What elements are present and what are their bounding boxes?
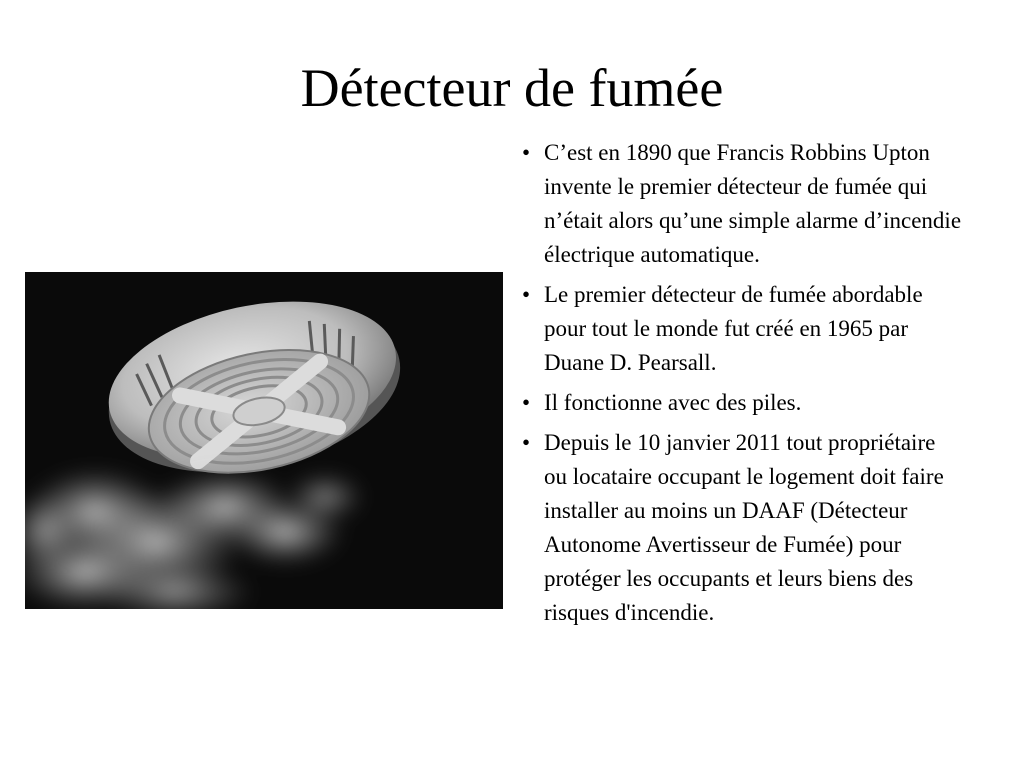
bullet-marker: • (522, 390, 531, 415)
bullet-item (522, 426, 962, 630)
bullet-text: Depuis le 10 janvier 2011 tout propriétaire ou locataire occupant le logement doit faire installer au moins un DAAF (Détecteur Autonome Avertisseur de Fumée) pour protéger les occupants et leurs biens des risques d'incendie. (544, 430, 944, 625)
bullet-item (522, 136, 962, 272)
bullet-item (522, 278, 962, 380)
bullet-marker: • (522, 430, 531, 455)
smoke-detector-photo (25, 272, 503, 609)
bullet-marker: • (522, 140, 531, 165)
smoke-detector-illustration (25, 272, 503, 609)
bullet-text: C’est en 1890 que Francis Robbins Upton invente le premier détecteur de fumée qui n’était alors qu’une simple alarme d’incendie électrique automatique. (544, 140, 962, 267)
bullet-item (522, 386, 962, 420)
bullet-marker: • (522, 282, 531, 307)
slide-title: Détecteur de fumée (300, 58, 724, 118)
bullet-list (522, 136, 962, 636)
bullet-text: Le premier détecteur de fumée abordable pour tout le monde fut créé en 1965 par Duane D. Pearsall. (544, 282, 923, 375)
bullet-text: Il fonctionne avec des piles. (544, 390, 802, 415)
